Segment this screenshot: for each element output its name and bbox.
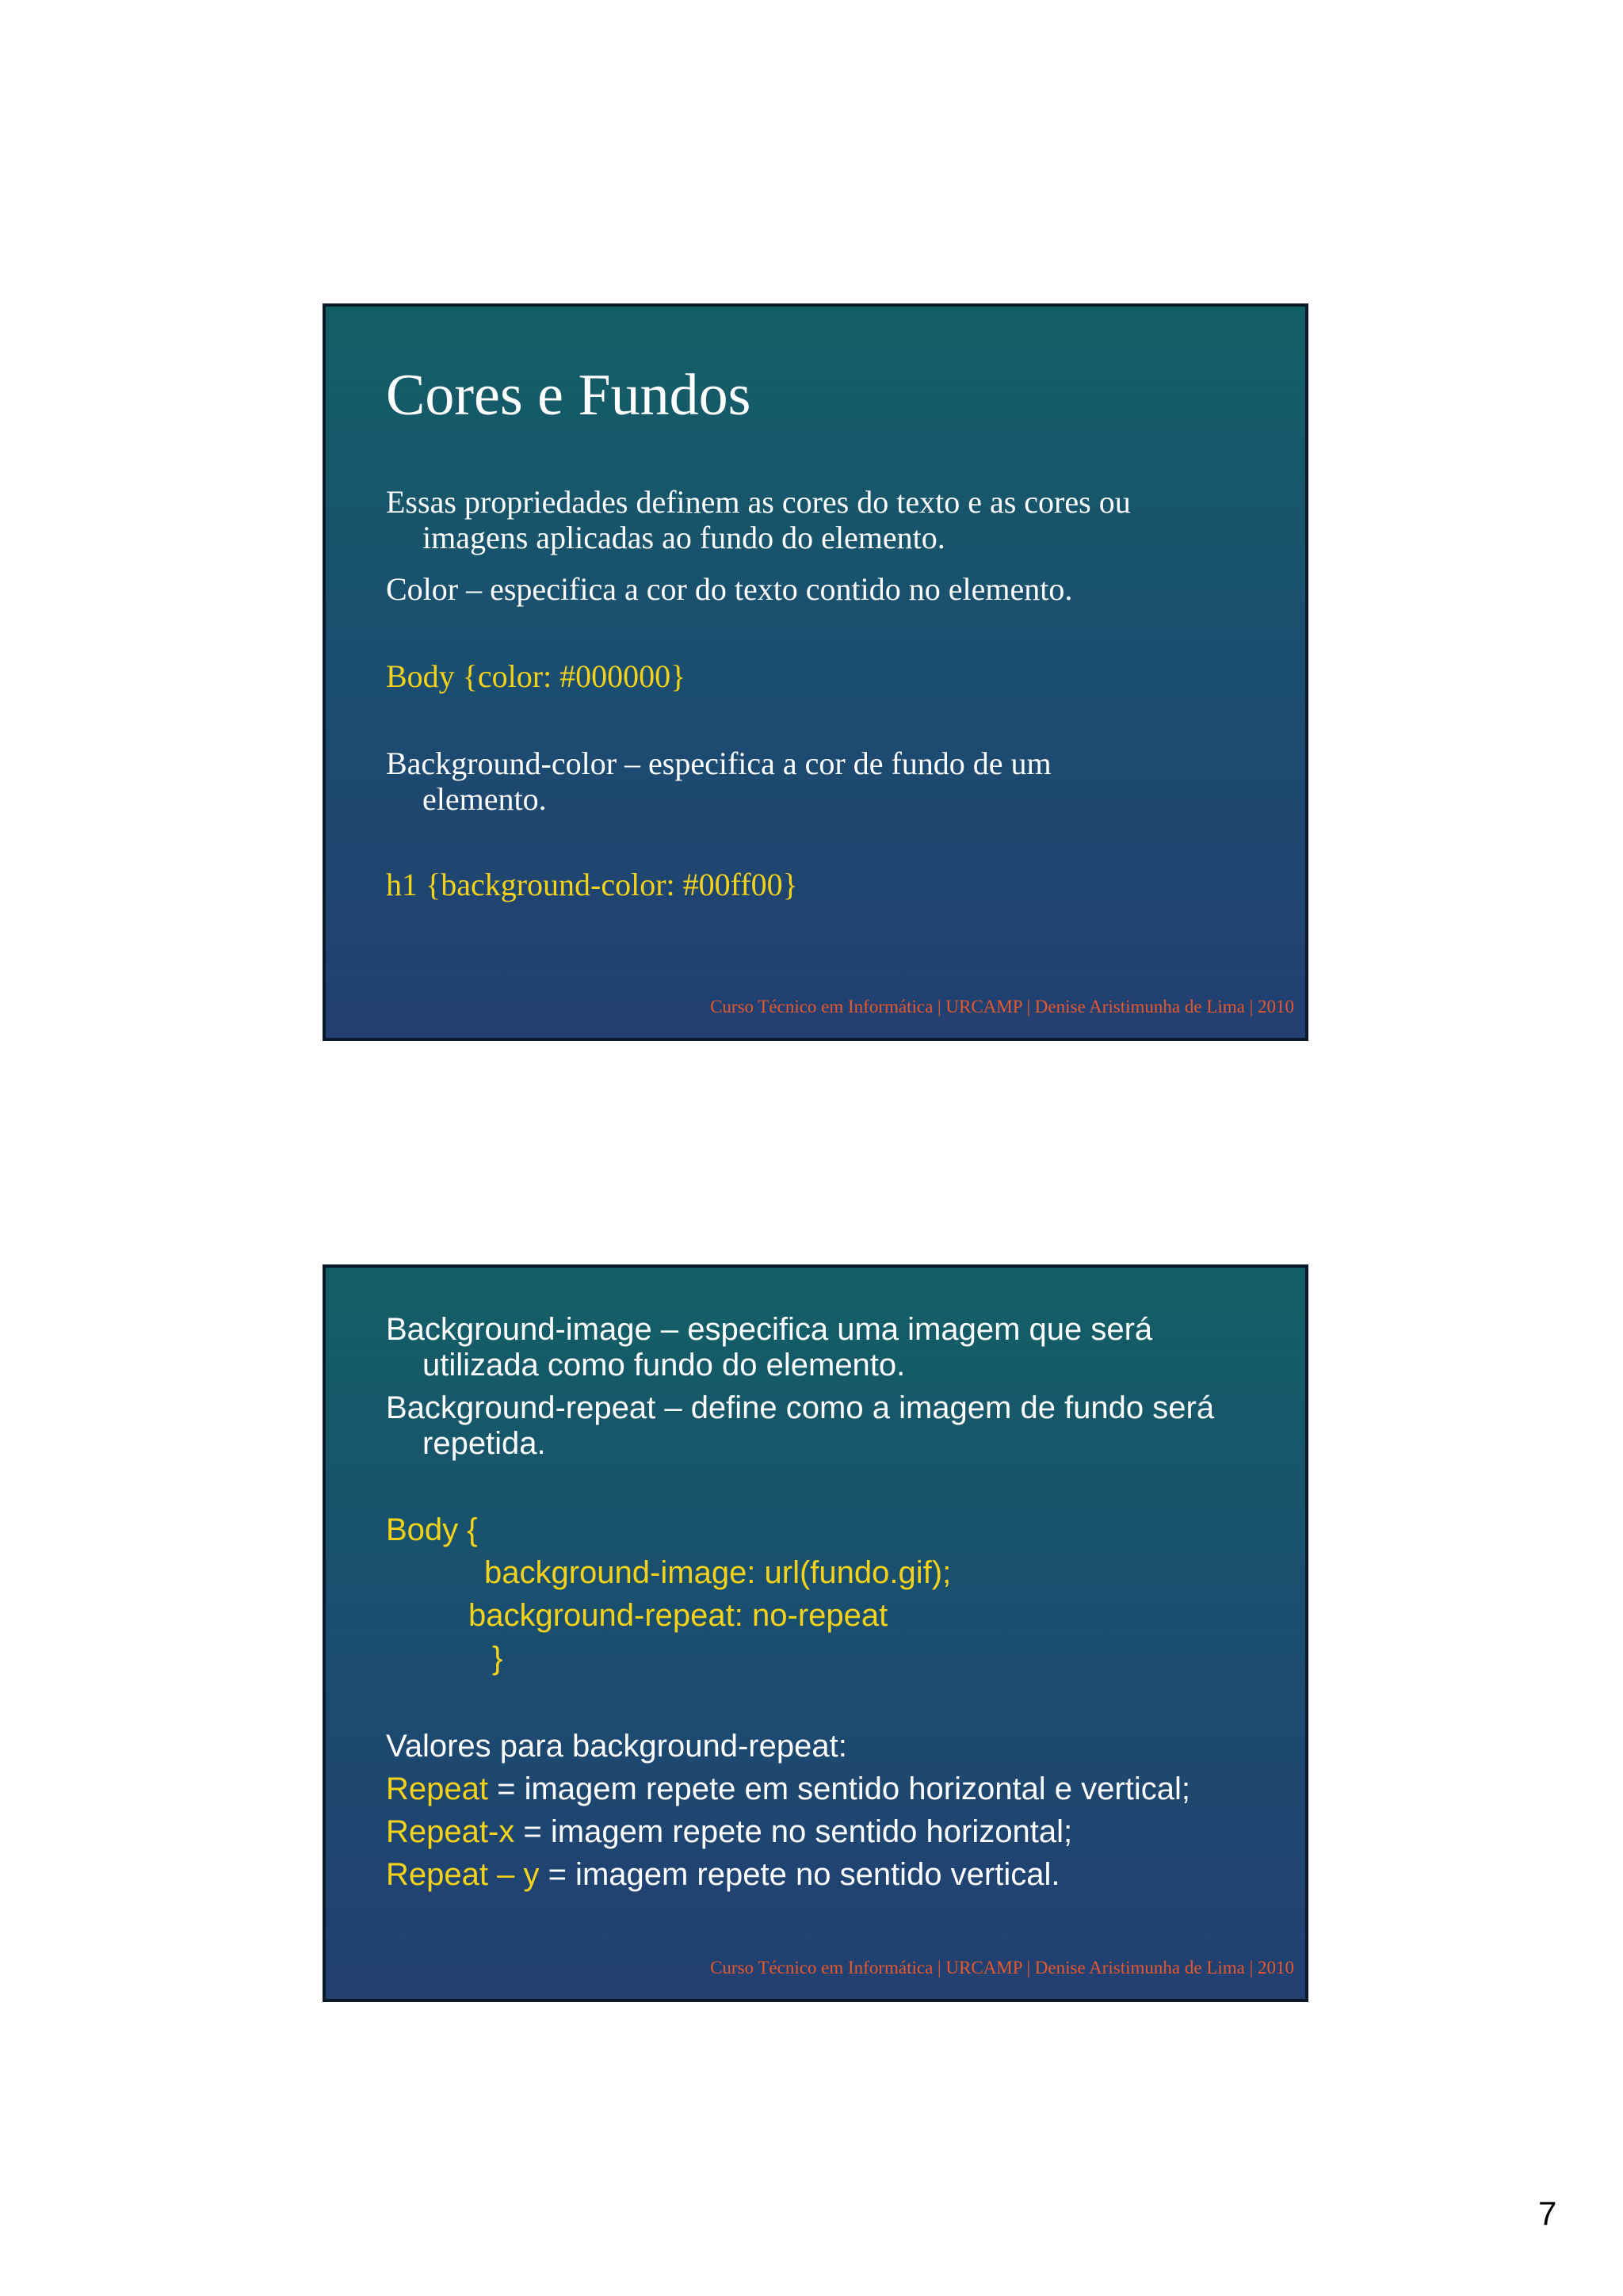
background-image-description	[386, 1312, 1266, 1383]
slide-background-image	[323, 1264, 1308, 2002]
value-item-repeat-y	[386, 1857, 1266, 1893]
background-repeat-description	[386, 1390, 1266, 1462]
slide-title: Cores e Fundos	[386, 363, 751, 428]
code-block	[386, 1512, 1266, 1676]
slide-cores-e-fundos	[323, 303, 1308, 1041]
background-color-line-1: Background-color – especifica a cor de fundo de um	[386, 746, 1052, 781]
intro-line-1: Essas propriedades definem as cores do texto e as cores ou	[386, 484, 1131, 520]
value-item-repeat	[386, 1772, 1266, 1807]
value-desc: = imagem repete no sentido vertical.	[539, 1857, 1060, 1892]
code-line-open: Body {	[386, 1512, 478, 1547]
background-color-code-example: h1 {background-color: #00ff00}	[386, 867, 798, 902]
background-image-line-1: Background-image – especifica uma imagem que será	[386, 1312, 1153, 1347]
page-number: 7	[1538, 2195, 1557, 2232]
value-key: Repeat – y	[386, 1857, 540, 1892]
background-color-line-2: elemento.	[422, 781, 547, 817]
color-code-example: Body {color: #000000}	[386, 658, 686, 694]
repeat-values-list	[386, 1729, 1266, 1893]
value-desc: = imagem repete no sentido horizontal;	[514, 1814, 1073, 1849]
background-repeat-line-1: Background-repeat – define como a imagem de fundo será	[386, 1390, 1215, 1425]
values-heading: Valores para background-repeat:	[386, 1729, 847, 1764]
background-repeat-line-2: repetida.	[422, 1426, 546, 1461]
color-description: Color – especifica a cor do texto contido no elemento.	[386, 571, 1073, 607]
value-key: Repeat-x	[386, 1814, 515, 1849]
value-key: Repeat	[386, 1772, 488, 1806]
intro-paragraph	[386, 484, 1266, 555]
slide-footer: Curso Técnico em Informática | URCAMP | Denise Aristimunha de Lima | 2010	[710, 997, 1294, 1016]
value-item-repeat-x	[386, 1814, 1266, 1850]
slide-footer: Curso Técnico em Informática | URCAMP | Denise Aristimunha de Lima | 2010	[710, 1958, 1294, 1978]
intro-line-2: imagens aplicadas ao fundo do elemento.	[422, 520, 945, 555]
value-desc: = imagem repete em sentido horizontal e vertical;	[487, 1772, 1190, 1806]
code-line-background-image: background-image: url(fundo.gif);	[484, 1555, 952, 1590]
code-line-close: }	[492, 1641, 503, 1676]
code-line-background-repeat: background-repeat: no-repeat	[468, 1598, 888, 1633]
background-image-line-2: utilizada como fundo do elemento.	[422, 1348, 906, 1383]
background-color-description	[386, 746, 1266, 817]
